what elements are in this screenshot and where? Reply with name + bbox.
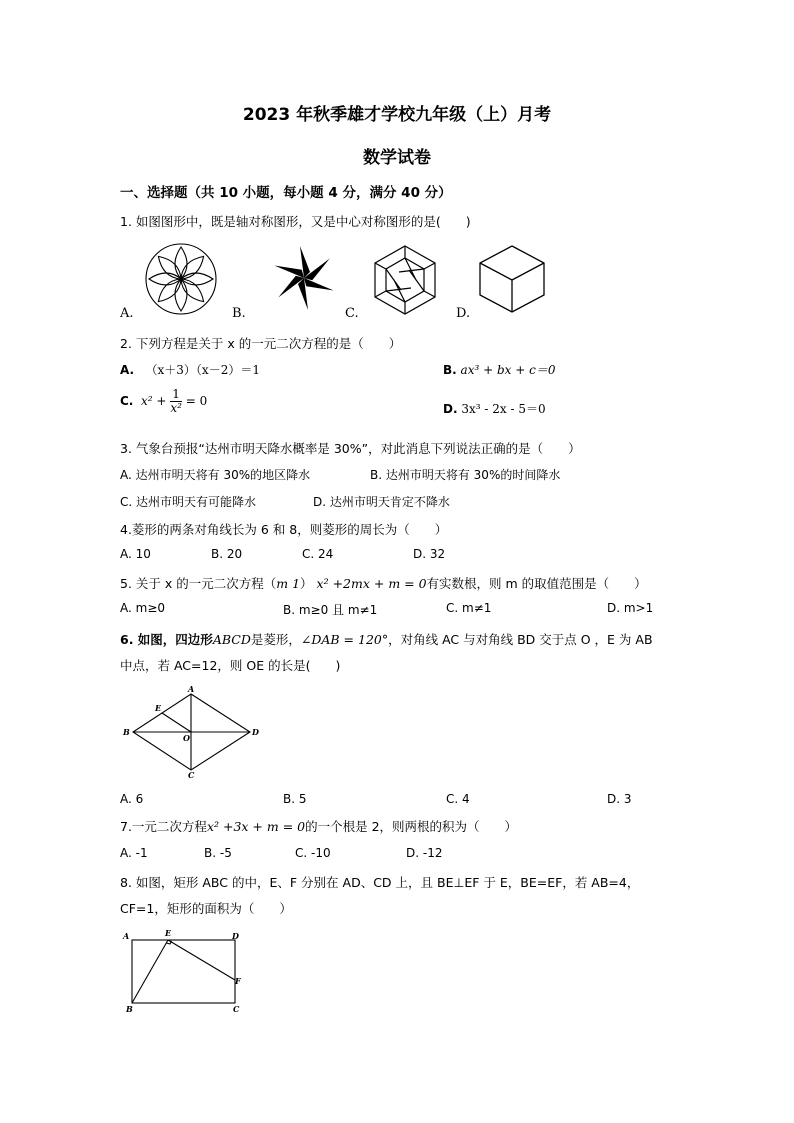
question-4-stem: 4.菱形的两条对角线长为 6 和 8，则菱形的周长为（ ） (120, 522, 448, 537)
q5-option-b: B. m≥0 且 m≠1 (283, 603, 378, 617)
question-1-stem: 1. 如图图形中，既是轴对称图形，又是中心对称图形的是( ) (120, 214, 471, 229)
label-e: E (165, 928, 172, 938)
cube-figure (478, 244, 546, 314)
label-d: D (232, 931, 239, 941)
question-6-stem: 6. 如图，四边形ABCD是菱形，∠DAB = 120°，对角线 AC 与对角线 BD 交于点 O ，E 为 AB (120, 632, 653, 647)
label-f: F (235, 976, 241, 986)
q1-label-d: D. (456, 306, 471, 321)
q2-option-b: B. ax³ + bx + c＝0 (443, 363, 556, 377)
question-5-stem: 5. 关于 x 的一元二次方程（m 1） x² +2mx + m = 0有实数根，则 m 的取值范围是（ ） (120, 576, 647, 591)
q2-option-c: C. x² + $\frac{1}{\text{x²}}$ = 0 (120, 387, 208, 415)
q5-option-d: D. m>1 (607, 601, 654, 615)
question-3-stem: 3. 气象台预报“达州市明天降水概率是 30%”，对此消息下列说法正确的是（ ） (120, 441, 581, 456)
label-b: B (123, 727, 130, 737)
q1-label-a: A. (120, 306, 134, 321)
fraction-one-over-x-squared: $\frac{1}{\text{x²}}$ (170, 387, 182, 415)
q3-option-b: B. 达州市明天将有 30%的时间降水 (370, 468, 561, 482)
rectangle-diagram (120, 928, 250, 1016)
q6-option-a: A. 6 (120, 792, 144, 806)
label-b: B (126, 1004, 133, 1014)
question-8-line2: CF=1，矩形的面积为（ ） (120, 901, 292, 916)
label-e: E (155, 703, 162, 713)
q6-option-b: B. 5 (283, 792, 307, 806)
q3-option-d: D. 达州市明天肯定不降水 (313, 495, 450, 509)
label-c: C (188, 770, 195, 780)
label-c: C (233, 1004, 240, 1014)
q4-option-d: D. 32 (413, 547, 446, 561)
q4-option-a: A. 10 (120, 547, 151, 561)
q2-option-a: A. （x＋3）（x－2）＝1 (120, 363, 260, 377)
label-a: A (188, 684, 195, 694)
q1-label-c: C. (345, 306, 359, 321)
question-8-line1: 8. 如图，矩形 ABC 的中，E、F 分别在 AD、CD 上，且 BE⊥EF 于 E，BE=EF，若 AB=4， (120, 875, 640, 890)
question-6-stem-line2: 中点，若 AC=12，则 OE 的长是( ) (120, 658, 341, 673)
label-o: O (183, 733, 190, 743)
q2-option-d: D. 3x³ - 2x - 5＝0 (443, 402, 546, 416)
exam-subtitle: 数学试卷 (363, 148, 431, 168)
hexagon-swirl-figure (372, 244, 438, 316)
exam-title: 2023 年秋季雄才学校九年级（上）月考 (242, 105, 552, 125)
q5-option-c: C. m≠1 (446, 601, 492, 615)
q5-option-a: A. m≥0 (120, 601, 166, 615)
q3-option-c: C. 达州市明天有可能降水 (120, 495, 257, 509)
q3-option-a: A. 达州市明天将有 30%的地区降水 (120, 468, 311, 482)
flower-figure (143, 241, 219, 317)
q4-option-c: C. 24 (302, 547, 334, 561)
q6-option-c: C. 4 (446, 792, 470, 806)
q7-option-b: B. -5 (204, 846, 232, 860)
rhombus-diagram (120, 684, 270, 780)
q6-option-d: D. 3 (607, 792, 632, 806)
label-a: A (123, 931, 130, 941)
label-d: D (252, 727, 259, 737)
pinwheel-figure (270, 244, 338, 312)
question-7-stem: 7.一元二次方程x² +3x + m = 0的一个根是 2，则两根的积为（ ） (120, 819, 518, 834)
q7-option-d: D. -12 (406, 846, 443, 860)
q7-option-c: C. -10 (295, 846, 331, 860)
section-heading: 一、选择题（共 10 小题，每小题 4 分，满分 40 分） (120, 185, 452, 201)
q1-label-b: B. (232, 306, 246, 321)
q7-option-a: A. -1 (120, 846, 148, 860)
q4-option-b: B. 20 (211, 547, 243, 561)
question-2-stem: 2. 下列方程是关于 x 的一元二次方程的是（ ） (120, 336, 402, 351)
